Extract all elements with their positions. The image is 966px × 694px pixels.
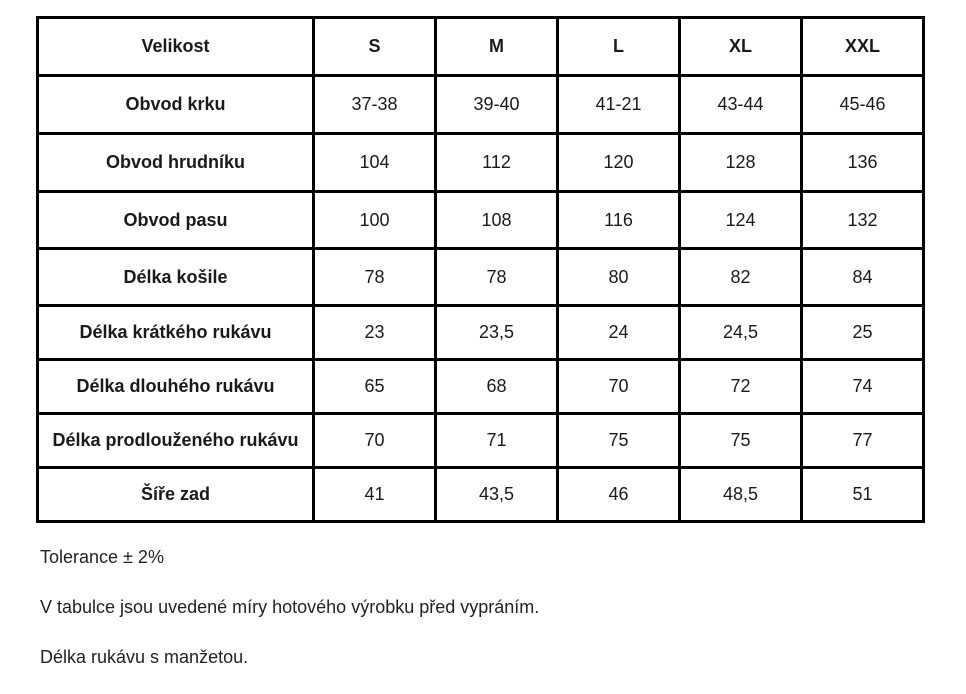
table-cell: 43,5 <box>436 468 558 522</box>
table-cell: 41-21 <box>558 76 680 134</box>
header-cell-m: M <box>436 18 558 76</box>
table-cell: 48,5 <box>680 468 802 522</box>
table-cell: 23 <box>314 306 436 360</box>
size-chart-table <box>36 16 925 523</box>
table-cell: 72 <box>680 360 802 414</box>
table-cell: 75 <box>680 414 802 468</box>
table-cell: 51 <box>802 468 924 522</box>
table-cell: 77 <box>802 414 924 468</box>
tolerance-note: Tolerance ± 2% <box>40 547 164 567</box>
table-cell: 120 <box>558 134 680 192</box>
table-cell: 23,5 <box>436 306 558 360</box>
table-cell: 116 <box>558 192 680 249</box>
table-cell: 46 <box>558 468 680 522</box>
table-cell: 84 <box>802 249 924 306</box>
table-cell: 25 <box>802 306 924 360</box>
table-cell: 80 <box>558 249 680 306</box>
row-label: Obvod krku <box>38 76 314 134</box>
table-cell: 128 <box>680 134 802 192</box>
table-row <box>38 306 924 360</box>
table-cell: 100 <box>314 192 436 249</box>
row-label: Obvod hrudníku <box>38 134 314 192</box>
table-row <box>38 249 924 306</box>
table-row <box>38 192 924 249</box>
table-cell: 124 <box>680 192 802 249</box>
table-cell: 24 <box>558 306 680 360</box>
table-cell: 68 <box>436 360 558 414</box>
header-cell-s: S <box>314 18 436 76</box>
table-cell: 39-40 <box>436 76 558 134</box>
table-cell: 37-38 <box>314 76 436 134</box>
table-cell: 136 <box>802 134 924 192</box>
row-label: Délka dlouhého rukávu <box>38 360 314 414</box>
table-cell: 74 <box>802 360 924 414</box>
table-cell: 75 <box>558 414 680 468</box>
table-cell: 78 <box>436 249 558 306</box>
table-row <box>38 134 924 192</box>
table-cell: 70 <box>314 414 436 468</box>
table-cell: 112 <box>436 134 558 192</box>
table-cell: 108 <box>436 192 558 249</box>
row-label: Obvod pasu <box>38 192 314 249</box>
header-cell-xl: XL <box>680 18 802 76</box>
header-cell-l: L <box>558 18 680 76</box>
sleeve-note: Délka rukávu s manžetou. <box>40 647 249 667</box>
table-cell: 70 <box>558 360 680 414</box>
table-cell: 78 <box>314 249 436 306</box>
table-cell: 24,5 <box>680 306 802 360</box>
table-cell: 132 <box>802 192 924 249</box>
row-label: Délka košile <box>38 249 314 306</box>
table-header-row <box>38 18 924 76</box>
table-row <box>38 360 924 414</box>
table-row <box>38 414 924 468</box>
table-cell: 82 <box>680 249 802 306</box>
notes-section <box>40 544 920 694</box>
header-cell-xxl: XXL <box>802 18 924 76</box>
measurement-note: V tabulce jsou uvedené míry hotového výrobku před vypráním. <box>40 597 540 617</box>
row-label: Délka krátkého rukávu <box>38 306 314 360</box>
table-cell: 43-44 <box>680 76 802 134</box>
table-row <box>38 468 924 522</box>
header-cell-size-label: Velikost <box>38 18 314 76</box>
table-cell: 104 <box>314 134 436 192</box>
table-cell: 65 <box>314 360 436 414</box>
table-cell: 71 <box>436 414 558 468</box>
table-cell: 41 <box>314 468 436 522</box>
row-label: Šíře zad <box>38 468 314 522</box>
table-cell: 45-46 <box>802 76 924 134</box>
table-row <box>38 76 924 134</box>
row-label: Délka prodlouženého rukávu <box>38 414 314 468</box>
